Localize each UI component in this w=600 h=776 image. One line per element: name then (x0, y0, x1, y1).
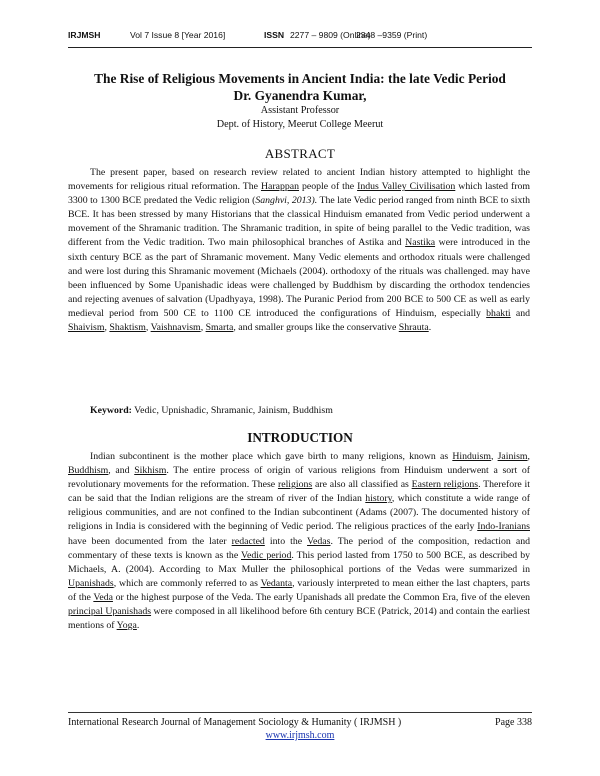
intro-text: . The entire process of origin of various religions from Hinduism underwent a sort of revolutionary movements for the reformation. These (68, 465, 530, 491)
header-issn-label: ISSN (264, 30, 285, 40)
author-department: Dept. of History, Meerut College Meerut (216, 119, 384, 130)
header-journal-name: IRJMSH (68, 30, 101, 40)
abstract-text: The present paper, based on research review related to ancient Indian history attempted to highlight the movements for religious ritual reformation. The (68, 167, 530, 193)
abstract-paragraph (68, 166, 530, 335)
intro-text: are also all classified as (312, 479, 412, 491)
intro-text: , which are commonly referred to as (113, 577, 261, 589)
link-nastika[interactable]: Nastika (405, 237, 436, 249)
intro-text: , (527, 451, 530, 462)
abstract-text: , (104, 322, 110, 334)
intro-text: or the highest purpose of the Veda. The early Upanishads all predate the Common Era, five of the eleven (112, 591, 530, 603)
link-shaivism[interactable]: Shaivism (68, 322, 105, 334)
intro-text: , which constitute a wide range of religious communities, and are not confined to the Indian subcontinent (Adams (2007). The documented history of religions in India is considered with the beginning of Vedic period. The religious practices of the early (68, 493, 531, 533)
link-indo-iranians[interactable]: Indo-Iranians (477, 521, 530, 533)
intro-text: were composed in all likelihood before 6th century BCE (Patrick, 2014) and contain the earliest mentions of (68, 606, 531, 632)
link-shaktism[interactable]: Shaktism (109, 322, 146, 334)
footer-journal-name: International Research Journal of Management Sociology & Humanity ( IRJMSH ) (68, 717, 402, 728)
link-shrauta[interactable]: Shrauta (398, 322, 429, 334)
link-veda[interactable]: Veda (93, 591, 113, 603)
running-header (68, 30, 532, 44)
introduction-heading: INTRODUCTION (247, 430, 353, 445)
link-buddhism[interactable]: Buddhism (68, 465, 109, 477)
intro-text: , and (108, 465, 135, 477)
abstract-text: were introduced in the sixth century BCE as the part of Shramanic movement. Many Vedic elements and orthodox rituals were challenged and were lost during this Shramanic movement (Michaels (2004). orthodoxy of the rituals was challenged. may have been influenced by Some Upanishadic ideas were challenged by Buddhism by discarding the orthodox tendencies and rejecting avenues of salvation (Upadhyaya, 1998). The Puranic Period from 200 BCE to 500 CE as well as early medieval period from 500 CE to 1100 CE introduced the configurations of Hinduism, especially (68, 237, 530, 319)
abstract-text: people of the (299, 181, 358, 193)
header-rule (68, 47, 532, 48)
link-eastern-religions[interactable]: Eastern religions (411, 479, 479, 491)
journal-website-link[interactable]: www.irjmsh.com (265, 730, 335, 741)
intro-text: . Therefore it can be said that the Indian religions are the stream of river of the Indian (68, 479, 530, 505)
link-smarta[interactable]: Smarta (205, 322, 234, 334)
keywords-line (90, 405, 333, 416)
abstract-text: The late Vedic period ranged from ninth BCE to sixth BCE. It has been stressed by many Historians that the classical Hinduism emanated from Vedic period underwent a movement of the Shramanic tradition. The Shramanic tradition, in spite of being parallel to the Vedic tradition, was different from the Vedic tradition. Two main philosophical branches of Astika and (68, 195, 530, 249)
link-principal-upanishads[interactable]: principal Upanishads (68, 606, 152, 618)
author-position: Assistant Professor (260, 105, 340, 116)
link-religions[interactable]: religions (277, 479, 313, 491)
author-name: Dr. Gyanendra Kumar, (233, 88, 367, 103)
link-history[interactable]: history (365, 493, 392, 505)
abstract-text: , and smaller groups like the conservative (233, 322, 399, 334)
link-vedic-period[interactable]: Vedic period (241, 549, 292, 561)
link-hinduism[interactable]: Hinduism (452, 451, 491, 462)
article-title: The Rise of Religious Movements in Ancient India: the late Vedic Period (94, 71, 506, 86)
link-vedas[interactable]: Vedas (307, 535, 331, 547)
intro-text: , (490, 451, 498, 462)
footer-rule (68, 712, 532, 713)
link-yoga[interactable]: Yoga (116, 620, 137, 632)
link-upanishads[interactable]: Upanishads (68, 577, 114, 589)
header-issn-online: 2277 – 9809 (Online) (290, 30, 371, 40)
intro-text: have been documented from the later (68, 535, 232, 547)
header-issn-print: 2348 –9359 (Print) (356, 30, 428, 40)
page-number: Page 338 (495, 717, 532, 728)
abstract-text: and (510, 307, 530, 319)
abstract-text: which lasted from 3300 to 1300 BCE predated the Vedic religion ( (68, 181, 530, 207)
intro-text: . The period of the composition, redaction and commentary of these texts is known as the (68, 535, 530, 561)
intro-text: . This period lasted from 1750 to 500 BCE, as described by Michaels, A. (2004). According to Max Muller the philosophical portions of the Vedas were summarized in (68, 549, 530, 575)
abstract-text: , (200, 322, 206, 334)
intro-text: , variously interpreted to mean either the last chapters, parts of the (68, 577, 530, 603)
introduction-paragraph (68, 450, 530, 633)
keywords-text: Vedic, Upnishadic, Shramanic, Jainism, Buddhism (131, 405, 333, 416)
abstract-text: . (428, 322, 432, 334)
abstract-heading: ABSTRACT (264, 146, 336, 161)
abstract-text: , (145, 322, 151, 334)
title-block (40, 70, 560, 132)
link-bhakti[interactable]: bhakti (486, 307, 511, 319)
link-harappan[interactable]: Harappan (260, 181, 300, 193)
link-vedanta[interactable]: Vedanta (260, 577, 293, 589)
link-sikhism[interactable]: Sikhism (134, 465, 167, 477)
header-volume: Vol 7 Issue 8 [Year 2016] (130, 30, 226, 40)
citation-sanghvi: Sanghvi, 2013). (255, 195, 318, 207)
link-redacted[interactable]: redacted (231, 535, 265, 547)
intro-text: Indian subcontinent is the mother place which gave birth to many religions, known as (90, 451, 453, 462)
intro-text: . (136, 620, 140, 632)
keywords-label: Keyword: (90, 405, 132, 416)
link-indus-valley[interactable]: Indus Valley Civilisation (357, 181, 456, 193)
link-jainism[interactable]: Jainism (497, 451, 528, 462)
intro-text: into the (264, 535, 308, 547)
link-vaishnavism[interactable]: Vaishnavism (150, 322, 201, 334)
